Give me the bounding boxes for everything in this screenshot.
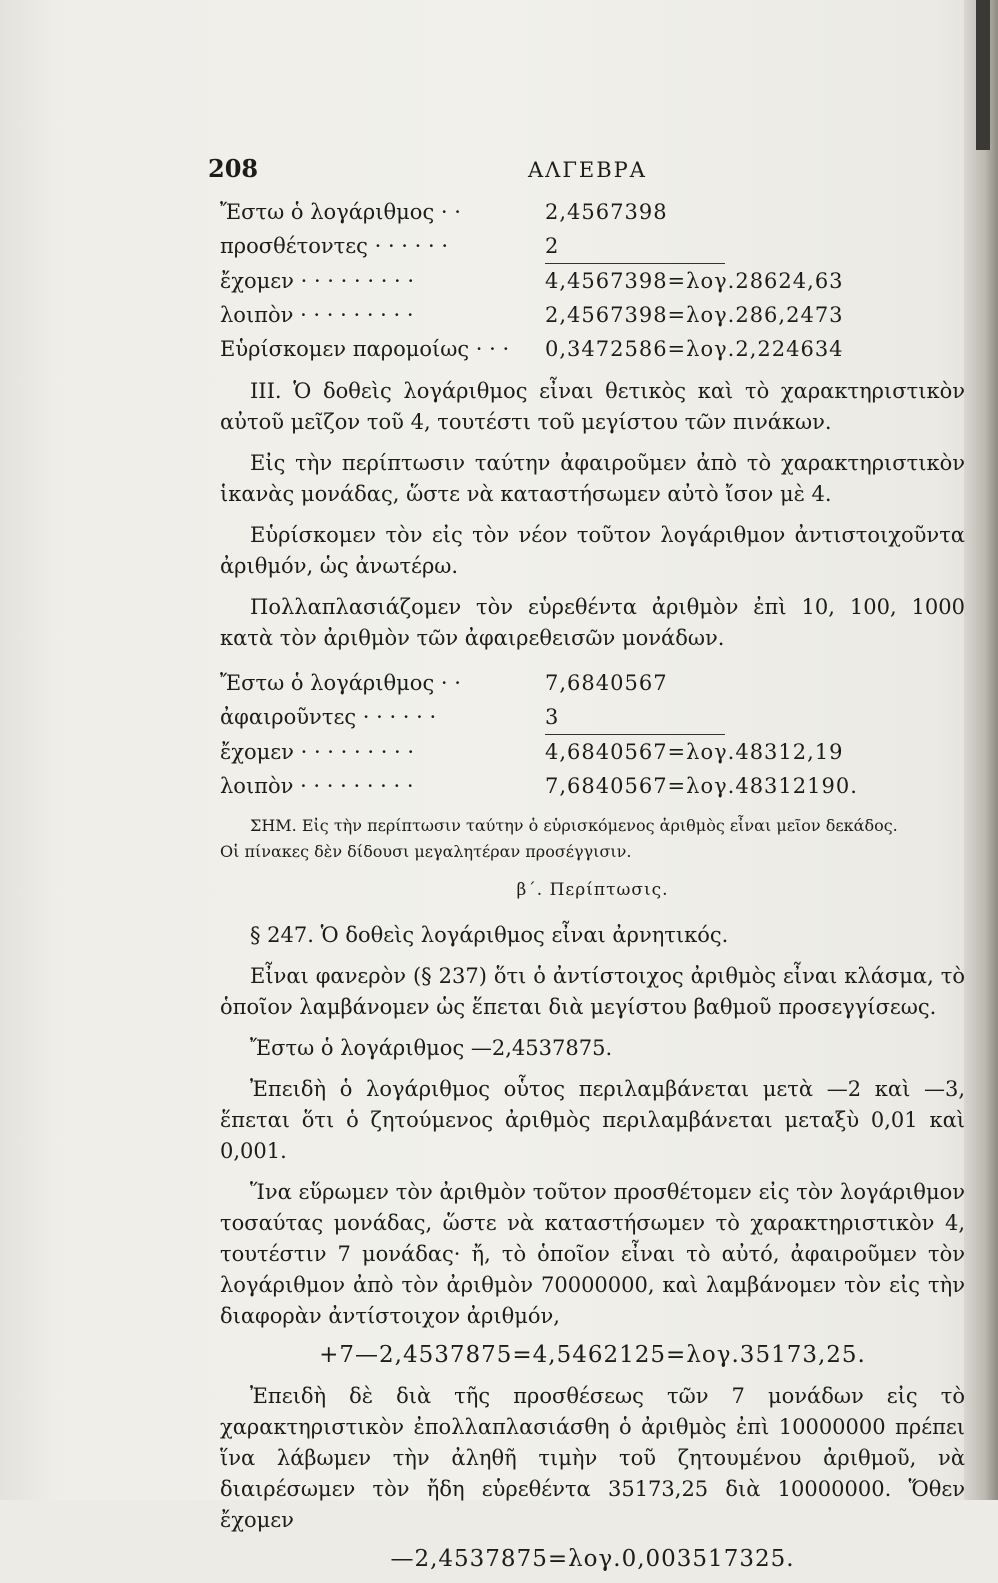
- paragraph: Ἵνα εὕρωμεν τὸν ἀριθμὸν τοῦτον προσθέτομεν εἰς τὸν λογάριθμον τοσαύτας μονάδας, ὥστε νὰ καταστήσωμεν τὸ χαρακτηριστικὸν 4, τουτέστιν 7 μονάδας· ἤ, τὸ ὁποῖον εἶναι τὸ αὐτό, ἀφαιροῦμεν τὸν λογάριθμον ἀπὸ τὸν ἀριθμὸν 70000000, καὶ λαμβάνομεν τὸν εἰς τὴν διαφορὰν ἀντίστοιχον ἀριθμόν,: [220, 1180, 965, 1328]
- calc-label: ἔχομεν · · · · · · · · ·: [220, 268, 415, 293]
- footnote-line: ΣΗΜ. Εἰς τὴν περίπτωσιν ταύτην ὁ εὑρισκόμενος ἀριθμὸς εἶναι μεῖον δεκάδος.: [250, 816, 898, 835]
- calc-value: 3: [545, 704, 560, 729]
- calc-row: [220, 195, 965, 229]
- calc-value: 2,4567398: [545, 199, 668, 224]
- paragraph: Ἐπειδὴ ὁ λογάριθμος οὗτος περιλαμβάνεται μετὰ —2 καὶ —3, ἕπεται ὅτι ὁ ζητούμενος ἀριθμὸς περιλαμβάνεται μεταξὺ 0,01 καὶ 0,001.: [220, 1077, 965, 1163]
- calc-row: [220, 332, 965, 366]
- calc-value: 4,6840567=λογ.48312,19: [545, 739, 844, 764]
- spacer: [220, 654, 965, 666]
- page-content: [208, 145, 965, 1583]
- paragraph: Εὑρίσκομεν τὸν εἰς τὸν νέον τοῦτον λογάριθμον ἀντιστοιχοῦντα ἀριθμόν, ὡς ἀνωτέρω.: [220, 523, 965, 578]
- calc-value: 0,3472586=λογ.2,224634: [545, 336, 844, 361]
- equation: —2,4537875=λογ.0,003517325.: [390, 1546, 795, 1572]
- footnote-line: Οἱ πίνακες δὲν δίδουσι μεγαλητέραν προσέγγισιν.: [220, 842, 632, 861]
- calc-row: [220, 264, 965, 298]
- calc-row: [220, 769, 965, 803]
- calc-row: [220, 700, 965, 734]
- calc-label: λοιπὸν · · · · · · · · ·: [220, 302, 414, 327]
- calc-value: 4,4567398=λογ.28624,63: [545, 268, 844, 293]
- paragraph: Ἔστω ὁ λογάριθμος —2,4537875.: [250, 1036, 613, 1060]
- calc-value: 7,6840567: [545, 670, 668, 695]
- calculation-block-1: [220, 195, 965, 366]
- calc-row: [220, 735, 965, 769]
- calc-value: 7,6840567=λογ.48312190.: [545, 773, 858, 798]
- calc-value: 2,4567398=λογ.286,2473: [545, 302, 844, 327]
- section-heading: § 247. Ὁ δοθεὶς λογάριθμος εἶναι ἀρνητικός.: [250, 923, 729, 947]
- footnote: [220, 813, 965, 865]
- calc-label: Ἔστω ὁ λογάριθμος · ·: [220, 670, 461, 695]
- page-edge-dark: [976, 0, 990, 150]
- paragraph: Ἐπειδὴ δὲ διὰ τῆς προσθέσεως τῶν 7 μονάδων εἰς τὸ χαρακτηριστικὸν ἐπολλαπλασιάσθη ὁ ἀριθμὸς ἐπὶ 10000000 πρέπει ἵνα λάβωμεν τὴν ἀληθῆ τιμὴν τοῦ ζητουμένου ἀριθμοῦ, νὰ διαιρέσωμεν τὸν ἤδη εὑρεθέντα 35173,25 διὰ 10000000. Ὅθεν ἔχομεν: [220, 1384, 965, 1532]
- equation: +7—2,4537875=4,5462125=λογ.35173,25.: [319, 1342, 866, 1368]
- paragraph: ΙΙΙ. Ὁ δοθεὶς λογάριθμος εἶναι θετικὸς καὶ τὸ χαρακτηριστικὸν αὐτοῦ μεῖζον τοῦ 4, τουτέστι τοῦ μεγίστου τῶν πινάκων.: [220, 379, 965, 434]
- calc-value: 2: [545, 233, 560, 258]
- calculation-block-2: [220, 666, 965, 803]
- calc-label: ἔχομεν · · · · · · · · ·: [220, 739, 415, 764]
- subheading: β΄. Περίπτωσις.: [516, 880, 669, 900]
- calc-label: λοιπὸν · · · · · · · · ·: [220, 773, 414, 798]
- calc-row: [220, 229, 965, 263]
- paragraph: Εἰς τὴν περίπτωσιν ταύτην ἀφαιροῦμεν ἀπὸ τὸ χαρακτηριστικὸν ἱκανὰς μονάδας, ὥστε νὰ καταστήσωμεν αὐτὸ ἴσον μὲ 4.: [220, 451, 965, 506]
- paragraph: Πολλαπλασιάζομεν τὸν εὑρεθέντα ἀριθμὸν ἐπὶ 10, 100, 1000 κατὰ τὸν ἀριθμὸν τῶν ἀφαιρεθεισῶν μονάδων.: [220, 595, 965, 650]
- calc-label: Ἔστω ὁ λογάριθμος · ·: [220, 199, 461, 224]
- page-header: [208, 145, 965, 195]
- calc-label: ἀφαιροῦντες · · · · · ·: [220, 704, 437, 729]
- calc-label: Εὑρίσκομεν παρομοίως · · ·: [220, 336, 510, 361]
- calc-row: [220, 298, 965, 332]
- calc-label: προσθέτοντες · · · · · ·: [220, 233, 449, 258]
- page-edge-shadow: [964, 0, 998, 1500]
- page-number: 208: [208, 154, 259, 183]
- paragraph: Εἶναι φανερὸν (§ 237) ὅτι ὁ ἀντίστοιχος ἀριθμὸς εἶναι κλάσμα, τὸ ὁποῖον λαμβάνομεν ὡς ἕπεται διὰ μεγίστου βαθμοῦ προσεγγίσεως.: [220, 964, 965, 1019]
- calc-row: [220, 666, 965, 700]
- running-title: ΑΛΓΕΒΡΑ: [528, 158, 647, 182]
